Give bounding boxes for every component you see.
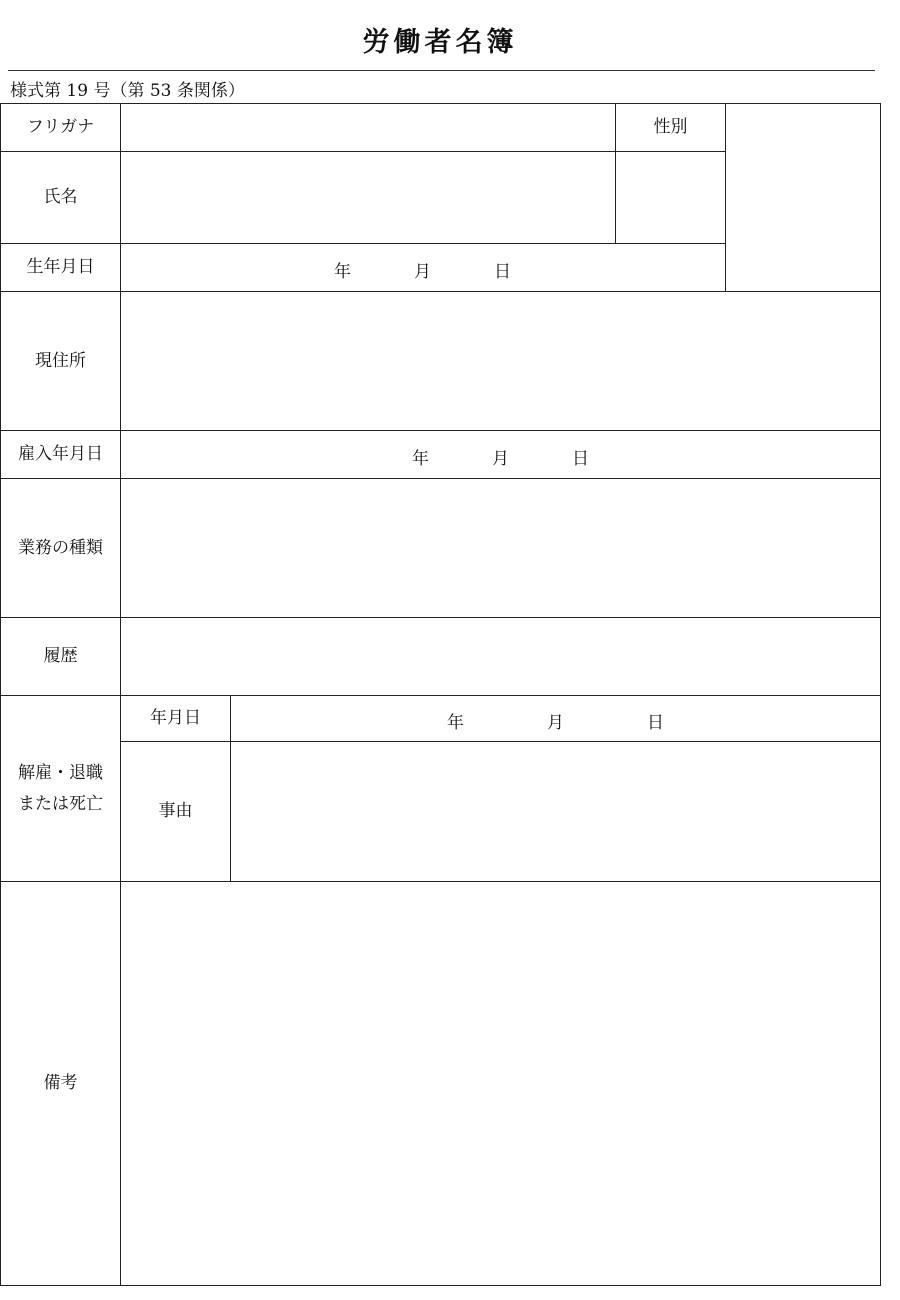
dismissal-label-line1: 解雇・退職 [18, 762, 103, 783]
birth-year-unit: 年 [334, 262, 351, 282]
hire-day-unit: 日 [572, 449, 589, 469]
photo-box[interactable] [725, 103, 881, 292]
job-type-field[interactable] [120, 478, 881, 618]
dismissal-year-unit: 年 [447, 713, 464, 733]
remarks-field[interactable] [120, 881, 881, 1286]
page-title: 労働者名簿 [362, 27, 518, 58]
name-field[interactable] [120, 151, 616, 244]
history-field[interactable] [120, 617, 881, 696]
dismissal-date-label: 年月日 [120, 695, 231, 742]
hire-year-unit: 年 [412, 449, 429, 469]
dismissal-label-line2: または死亡 [18, 793, 103, 814]
job-type-label: 業務の種類 [0, 478, 121, 618]
hire-month-unit: 月 [492, 449, 509, 469]
history-label: 履歴 [0, 617, 121, 696]
remarks-label: 備考 [0, 881, 121, 1286]
furigana-field[interactable] [120, 103, 616, 152]
dismissal-month-unit: 月 [547, 713, 564, 733]
birth-date-label: 生年月日 [0, 243, 121, 292]
dismissal-day-unit: 日 [647, 713, 664, 733]
hire-date-label: 雇入年月日 [0, 430, 121, 479]
name-label: 氏名 [0, 151, 121, 244]
title-divider [8, 70, 875, 71]
furigana-label: フリガナ [0, 103, 121, 152]
reason-label: 事由 [120, 741, 231, 882]
form-number: 様式第 19 号（第 53 条関係） [10, 81, 245, 101]
birth-day-unit: 日 [494, 262, 511, 282]
address-field[interactable] [120, 291, 881, 431]
dismissal-label [0, 695, 121, 882]
gender-label: 性別 [615, 103, 726, 152]
gender-field[interactable] [615, 151, 726, 244]
reason-field[interactable] [230, 741, 881, 882]
birth-month-unit: 月 [414, 262, 431, 282]
address-label: 現住所 [0, 291, 121, 431]
